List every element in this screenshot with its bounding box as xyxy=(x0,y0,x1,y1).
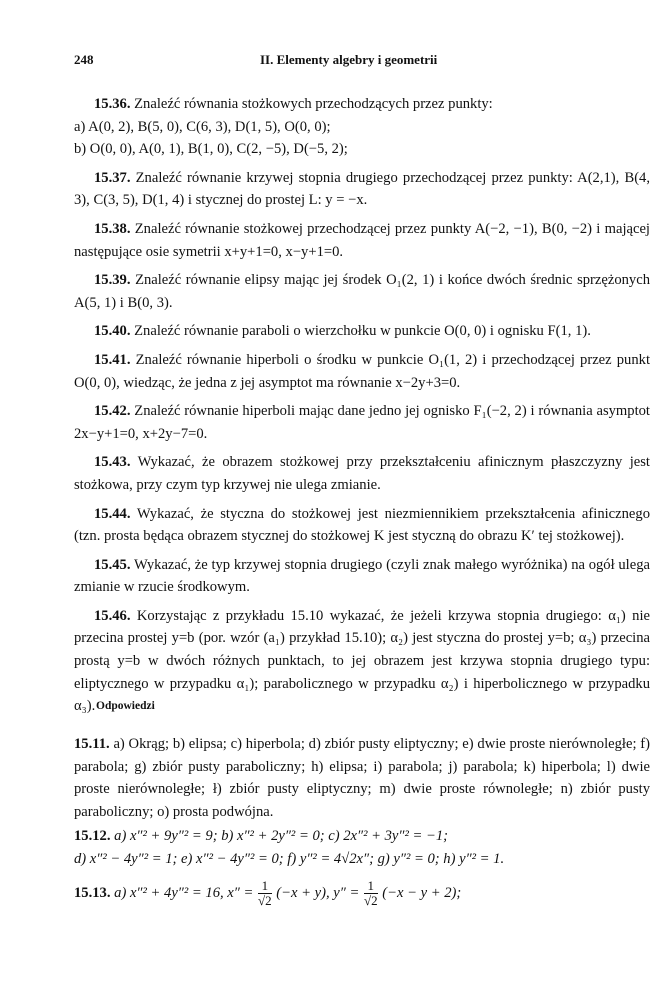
exercise-number: 15.40. xyxy=(94,323,131,340)
exercise-15-37 xyxy=(74,167,650,212)
exercise-15-36 xyxy=(74,93,650,161)
answer-part-a-lead: a) x″² + 4y″² = 16, x″ = xyxy=(114,884,254,901)
exercise-15-45 xyxy=(74,554,650,599)
exercise-text: Korzystając z przykładu 15.10 wykazać, że jeżeli krzywa stopnia drugiego: α₁) nie przecina prostej y=b (por. wzór (a₁) przykład 15.10); α₂) jest styczna do prostej y=b; α₃) przecina prostą y=b w dwóch różnych punktach, to jej obrazem jest krzywa stopnia drugiego typu: eliptycznego w przypadku α₁); parabolicznego w przypadku α₂) i hiperbolicznego w przypadku α₃). xyxy=(74,607,650,715)
exercise-15-40 xyxy=(74,320,650,343)
answer-15-13 xyxy=(74,879,650,908)
exercise-15-46 xyxy=(74,605,650,718)
exercise-text: Znaleźć równanie krzywej stopnia drugiego przechodzącej przez punkty: A(2,1), B(4, 3), C(3, 5), D(1, 4) i stycznej do prostej L: y = −x. xyxy=(74,169,650,209)
answer-number: 15.13. xyxy=(74,884,111,901)
exercise-15-41 xyxy=(74,349,650,394)
exercise-number: 15.45. xyxy=(94,556,131,573)
exercise-text: Znaleźć równanie elipsy mając jej środek O₁(2, 1) i końce dwóch średnic sprzężonych A(5, 1) i B(0, 3). xyxy=(74,272,651,311)
exercise-number: 15.42. xyxy=(94,403,131,420)
exercise-number: 15.46. xyxy=(94,607,131,624)
exercise-number: 15.41. xyxy=(94,351,131,368)
exercise-subline-b: b) O(0, 0), A(0, 1), B(1, 0), C(2, −5), D(−5, 2); xyxy=(74,141,348,158)
fraction-denominator: √2 xyxy=(363,892,378,908)
answers-list xyxy=(74,733,650,910)
fraction-denominator: √2 xyxy=(258,892,272,908)
answer-part-a-tail: (−x − y + 2); xyxy=(382,884,462,901)
exercise-15-39 xyxy=(74,269,650,314)
page-header xyxy=(74,52,650,72)
exercise-text: Wykazać, że obrazem stożkowej przy przekształceniu afinicznym płaszczyzny jest stożkowa, przy czym typ krzywej nie ulega zmianie. xyxy=(74,454,650,493)
exercise-text: Znaleźć równanie stożkowej przechodzącej przez punkty A(−2, −1), B(0, −2) i mającej następujące osie symetrii x+y+1=0, x−y+1=0. xyxy=(74,220,650,260)
running-head: II. Elementy algebry i geometrii xyxy=(260,52,438,67)
fraction-numerator: 1 xyxy=(364,879,378,894)
answer-line-1: a) x″² + 9y″² = 9; b) x″² + 2y″² = 0; c) 2x″² + 3y″² = −1; xyxy=(114,828,448,845)
answer-15-11 xyxy=(74,733,650,823)
exercise-15-44 xyxy=(74,503,650,548)
exercise-15-38 xyxy=(74,218,650,263)
answer-number: 15.12. xyxy=(74,828,111,845)
exercise-text: Znaleźć równania stożkowych przechodzących przez punkty: xyxy=(134,96,493,112)
exercise-number: 15.44. xyxy=(94,505,131,522)
section-title-answers: Odpowiedzi xyxy=(96,700,155,712)
answer-part-a-mid: (−x + y), y″ = xyxy=(276,884,360,901)
exercise-15-42 xyxy=(74,400,650,445)
answer-number: 15.11. xyxy=(74,736,110,752)
exercise-text: Wykazać, że styczna do stożkowej jest niezmiennikiem przekształcenia afinicznego (tzn. prosta będąca obrazem stycznej do stożkowej K jest styczną do obrazu K′ tej stożkowej). xyxy=(74,505,650,545)
answer-15-12 xyxy=(74,825,650,870)
exercise-number: 15.38. xyxy=(94,220,131,237)
exercise-number: 15.37. xyxy=(94,169,131,186)
page-number: 248 xyxy=(74,52,94,67)
fraction xyxy=(364,879,378,908)
exercise-text: Znaleźć równanie hiperboli o środku w punkcie O₁(1, 2) i przechodzącej przez punkt O(0, 0), wiedząc, że jedna z jej asymptot ma równanie x−2y+3=0. xyxy=(74,351,651,391)
exercise-number: 15.36. xyxy=(94,96,131,112)
answer-text: a) Okrąg; b) elipsa; c) hiperbola; d) zbiór pusty eliptyczny; e) dwie proste nierównoległe; f) parabola; g) zbiór pusty paraboliczny; h) elipsa; i) parabola; j) parabola; k) hiperbola; l) dwie proste nierównoległe; ł) zbiór pusty eliptyczny; m) dwie proste równoległe; n) zbiór pusty paraboliczny; o) prosta podwójna. xyxy=(74,736,650,820)
exercise-text: Znaleźć równanie paraboli o wierzchołku w punkcie O(0, 0) i ognisku F(1, 1). xyxy=(134,323,591,340)
exercise-text: Wykazać, że typ krzywej stopnia drugiego (czyli znak małego wyróżnika) na ogół ulega zmianie w rzucie środkowym. xyxy=(74,556,650,596)
exercise-number: 15.39. xyxy=(94,272,131,289)
exercise-15-43 xyxy=(74,451,650,496)
exercise-number: 15.43. xyxy=(94,454,131,471)
fraction-numerator: 1 xyxy=(258,879,272,894)
fraction xyxy=(258,879,272,908)
exercise-list xyxy=(74,93,650,724)
exercise-text: Znaleźć równanie hiperboli mając dane jedno jej ognisko F₁(−2, 2) i równania asymptot 2x−y+1=0, x+2y−7=0. xyxy=(74,403,650,442)
exercise-subline-a: a) A(0, 2), B(5, 0), C(6, 3), D(1, 5), O(0, 0); xyxy=(74,118,331,135)
answer-line-2: d) x″² − 4y″² = 1; e) x″² − 4y″² = 0; f) y″² = 4√2x″; g) y″² = 0; h) y″² = 1. xyxy=(74,850,505,867)
